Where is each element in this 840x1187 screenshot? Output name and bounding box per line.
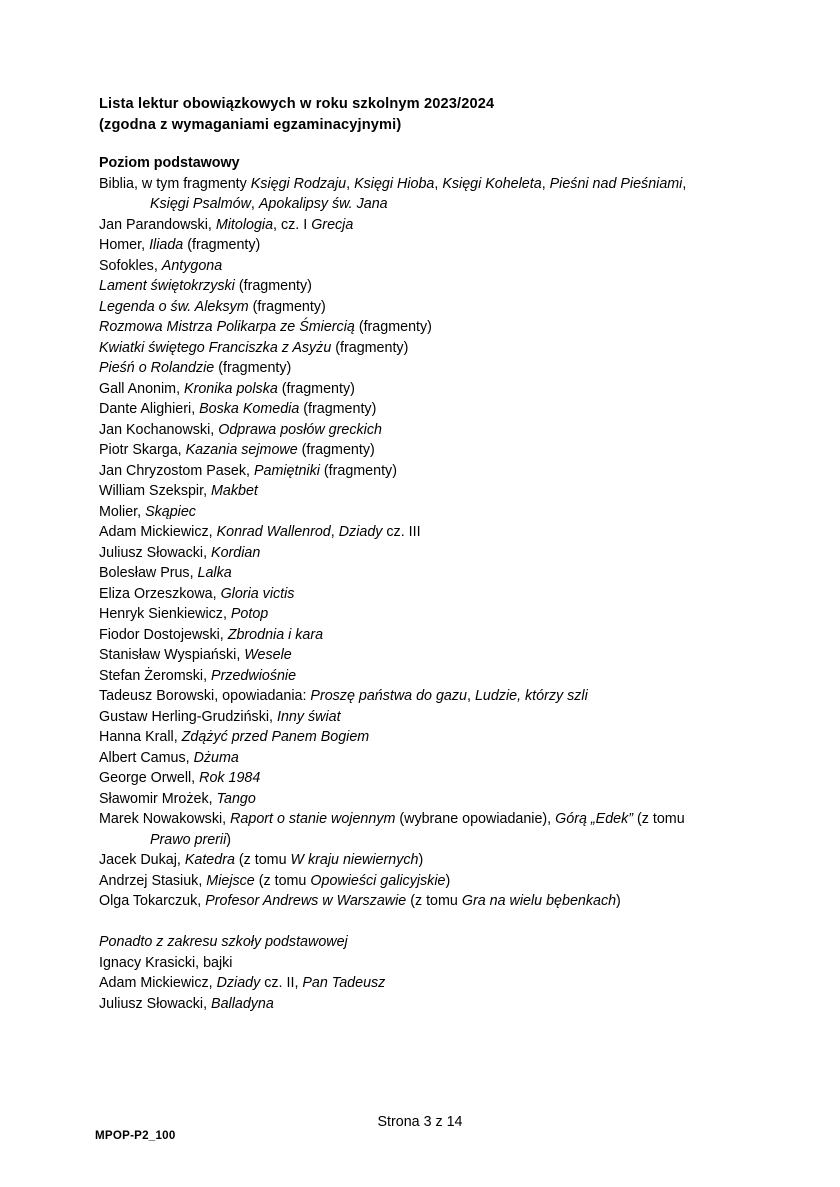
work-title: Kazania sejmowe	[185, 442, 298, 459]
work-title: Rozmowa Mistrza Polikarpa ze Śmiercią	[99, 319, 355, 336]
entry-text: Biblia, w tym fragmenty	[99, 175, 251, 192]
entry-text: Hanna Krall,	[99, 729, 182, 746]
entry-text: (wybrane opowiadanie),	[395, 811, 556, 828]
entry-text: (fragmenty)	[331, 339, 409, 356]
reading-entry	[99, 399, 744, 420]
work-title: Boska Komedia	[199, 401, 300, 418]
work-title: Balladyna	[211, 995, 274, 1012]
section-heading-basic-level: Poziom podstawowy	[99, 155, 240, 172]
reading-entry	[99, 317, 744, 338]
work-title: Pieśni nad Pieśniami	[549, 175, 683, 192]
entry-text: Marek Nowakowski,	[99, 811, 231, 828]
work-title: Rok 1984	[199, 770, 261, 787]
reading-entry	[99, 235, 744, 256]
entry-text: ,	[434, 175, 443, 192]
entry-text: Tadeusz Borowski, opowiadania:	[99, 688, 311, 705]
work-title: Inny świat	[276, 708, 341, 725]
reading-entry	[99, 645, 744, 666]
entry-text: (z tomu	[234, 852, 291, 869]
footer-sheet-code: MPOP-P2_100	[95, 1129, 176, 1142]
work-title: Księgi Hioba	[354, 175, 435, 192]
entry-text: (fragmenty)	[354, 319, 432, 336]
work-title: Górą „Edek”	[555, 811, 634, 828]
work-title: Dziady	[338, 524, 383, 541]
document-title-line-2: (zgodna z wymaganiami egzaminacyjnymi)	[99, 116, 402, 133]
reading-entry	[99, 297, 744, 318]
work-title: Lament świętokrzyski	[99, 278, 235, 295]
work-title: Zdążyć przed Panem Bogiem	[181, 729, 370, 746]
reading-entry	[99, 543, 744, 564]
entry-text: Ignacy Krasicki, bajki	[99, 954, 233, 971]
reading-entry	[99, 707, 744, 728]
work-title: Pan Tadeusz	[302, 975, 386, 992]
reading-entry	[99, 379, 744, 400]
work-title: Apokalipsy św. Jana	[258, 196, 388, 213]
reading-list-primary	[99, 953, 744, 1015]
entry-text: Albert Camus,	[99, 749, 194, 766]
reading-entry-continuation	[99, 194, 744, 215]
entry-text: ,	[346, 175, 355, 192]
work-title: Opowieści galicyjskie	[310, 872, 446, 889]
entry-text: )	[226, 831, 232, 848]
reading-entry	[99, 809, 744, 830]
entry-text: (fragmenty)	[277, 380, 355, 397]
entry-text: Stefan Żeromski,	[99, 667, 212, 684]
list-gap	[99, 912, 744, 933]
reading-entry	[99, 420, 744, 441]
reading-entry	[99, 953, 744, 974]
entry-text: Jan Chryzostom Pasek,	[99, 462, 254, 479]
work-title: Kordian	[211, 544, 261, 561]
reading-entry	[99, 748, 744, 769]
reading-entry	[99, 174, 744, 195]
reading-entry	[99, 338, 744, 359]
entry-text: )	[445, 872, 451, 889]
entry-text: Andrzej Stasiuk,	[99, 872, 207, 889]
reading-entry	[99, 604, 744, 625]
work-title: Księgi Koheleta	[442, 175, 542, 192]
entry-text: cz. II,	[260, 975, 303, 992]
entry-text: (fragmenty)	[183, 237, 261, 254]
entry-text: ,	[330, 524, 339, 541]
reading-entry	[99, 994, 744, 1015]
work-title: Konrad Wallenrod	[216, 524, 331, 541]
work-title: Makbet	[211, 483, 258, 500]
entry-text: Sławomir Mrożek,	[99, 790, 217, 807]
work-title: Kronika polska	[184, 380, 278, 397]
entry-text: Piotr Skarga,	[99, 442, 186, 459]
work-title: Legenda o św. Aleksym	[99, 298, 249, 315]
work-title: Prawo prerii	[150, 831, 227, 848]
entry-text: (z tomu	[254, 872, 311, 889]
work-title: Proszę państwa do gazu	[310, 688, 467, 705]
work-title: Dżuma	[193, 749, 239, 766]
work-title: Iliada	[149, 237, 184, 254]
work-title: Grecja	[311, 216, 354, 233]
entry-text: Sofokles,	[99, 257, 162, 274]
entry-text: Gustaw Herling-Grudziński,	[99, 708, 277, 725]
reading-entry	[99, 461, 744, 482]
reading-entry	[99, 686, 744, 707]
entry-text: (fragmenty)	[299, 401, 377, 418]
reading-entry	[99, 522, 744, 543]
entry-text: Jan Parandowski,	[99, 216, 216, 233]
work-title: Zbrodnia i kara	[227, 626, 324, 643]
page-content	[99, 94, 744, 1014]
work-title: Przedwiośnie	[211, 667, 297, 684]
work-title: Kwiatki świętego Franciszka z Asyżu	[99, 339, 332, 356]
entry-text: Henryk Sienkiewicz,	[99, 606, 231, 623]
work-title: Gra na wielu bębenkach	[461, 893, 617, 910]
reading-entry	[99, 891, 744, 912]
reading-entry	[99, 215, 744, 236]
work-title: Pamiętniki	[253, 462, 320, 479]
work-title: Tango	[216, 790, 256, 807]
entry-text: (fragmenty)	[214, 360, 292, 377]
reading-entry	[99, 276, 744, 297]
footer-page-number: Strona 3 z 14	[377, 1114, 463, 1130]
entry-text: Adam Mickiewicz,	[99, 524, 217, 541]
entry-text: Homer,	[99, 237, 150, 254]
entry-text: , cz. I	[273, 216, 312, 233]
entry-text: Fiodor Dostojewski,	[99, 626, 228, 643]
entry-text: (fragmenty)	[248, 298, 326, 315]
work-title: Księgi Psalmów	[150, 196, 251, 213]
work-title: Katedra	[184, 852, 235, 869]
entry-text: Jan Kochanowski,	[99, 421, 219, 438]
entry-text: (z tomu	[406, 893, 462, 910]
reading-entry	[99, 850, 744, 871]
reading-entry	[99, 563, 744, 584]
reading-entry	[99, 789, 744, 810]
entry-text: Jacek Dukaj,	[99, 852, 185, 869]
reading-entry	[99, 625, 744, 646]
entry-text: Stanisław Wyspiański,	[99, 647, 245, 664]
work-title: Mitologia	[215, 216, 274, 233]
entry-text: Molier,	[99, 503, 146, 520]
work-title: Księgi Rodzaju	[250, 175, 347, 192]
reading-entry	[99, 973, 744, 994]
work-title: Skąpiec	[145, 503, 196, 520]
reading-entry	[99, 871, 744, 892]
work-title: Dziady	[216, 975, 261, 992]
entry-text: )	[418, 852, 424, 869]
reading-entry-continuation	[99, 830, 744, 851]
reading-entry	[99, 256, 744, 277]
entry-text: Adam Mickiewicz,	[99, 975, 217, 992]
title-spacer	[99, 135, 744, 153]
entry-text: Dante Alighieri,	[99, 401, 200, 418]
work-title: Profesor Andrews w Warszawie	[205, 893, 407, 910]
work-title: Pieśń o Rolandzie	[99, 360, 215, 377]
entry-text: Juliusz Słowacki,	[99, 544, 212, 561]
entry-text: Juliusz Słowacki,	[99, 995, 212, 1012]
work-title: Gloria victis	[220, 585, 295, 602]
document-title-line-1: Lista lektur obowiązkowych w roku szkolnym 2023/2024	[99, 96, 495, 112]
work-title: Raport o stanie wojennym	[230, 811, 396, 828]
reading-entry	[99, 727, 744, 748]
entry-text: Bolesław Prus,	[99, 565, 198, 582]
entry-text: William Szekspir,	[99, 483, 212, 500]
work-title: Odprawa posłów greckich	[218, 421, 382, 438]
reading-entry	[99, 440, 744, 461]
work-title: Lalka	[197, 565, 232, 582]
entry-text: ,	[250, 196, 259, 213]
entry-text: Eliza Orzeszkowa,	[99, 585, 221, 602]
entry-text: ,	[466, 688, 475, 705]
reading-entry	[99, 584, 744, 605]
reading-entry	[99, 358, 744, 379]
entry-text: Olga Tokarczuk,	[99, 893, 206, 910]
entry-text: ,	[541, 175, 550, 192]
entry-text: (fragmenty)	[297, 442, 375, 459]
sub-heading-primary-school: Ponadto z zakresu szkoły podstawowej	[99, 934, 348, 951]
entry-text: ,	[682, 175, 687, 192]
reading-list-basic	[99, 174, 744, 912]
entry-text: (z tomu	[633, 811, 685, 828]
work-title: Ludzie, którzy szli	[474, 688, 588, 705]
entry-text: cz. III	[382, 524, 421, 541]
work-title: Potop	[230, 606, 269, 623]
work-title: Wesele	[244, 647, 292, 664]
work-title: Antygona	[161, 257, 223, 274]
reading-entry	[99, 502, 744, 523]
work-title: W kraju niewiernych	[290, 852, 419, 869]
document-title	[99, 94, 744, 135]
work-title: Miejsce	[206, 872, 255, 889]
reading-entry	[99, 481, 744, 502]
reading-entry	[99, 768, 744, 789]
reading-entry	[99, 666, 744, 687]
entry-text: Gall Anonim,	[99, 380, 185, 397]
entry-text: George Orwell,	[99, 770, 200, 787]
entry-text: (fragmenty)	[319, 462, 397, 479]
entry-text: (fragmenty)	[234, 278, 312, 295]
entry-text: )	[616, 893, 621, 910]
